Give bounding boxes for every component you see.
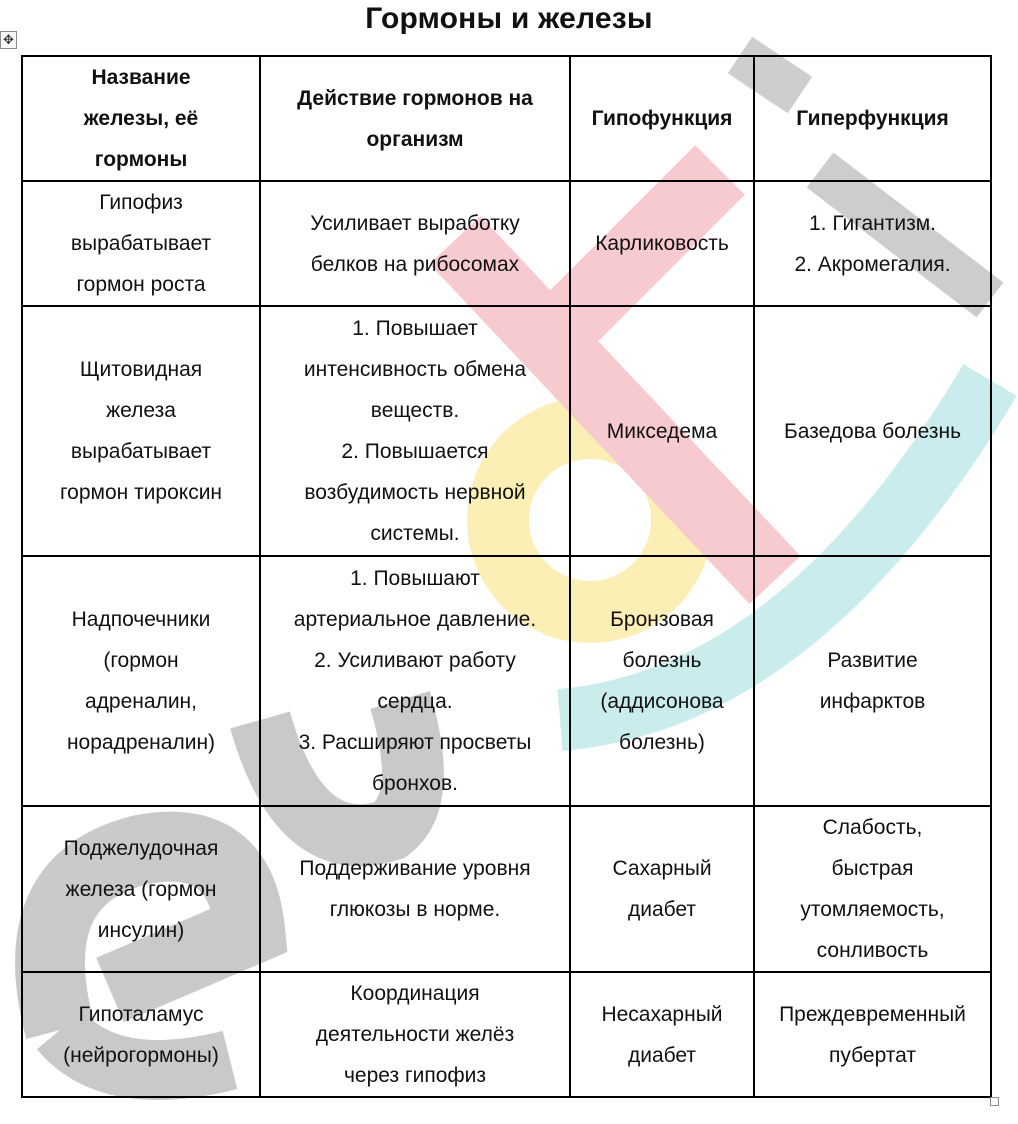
cell-text-line: пубертат — [828, 1043, 916, 1067]
cell-text-line: Базедова болезнь — [783, 419, 962, 443]
cell-text-line: железа — [106, 399, 176, 422]
cell-action — [260, 181, 570, 306]
cell-text-line: Действие гормонов на — [297, 86, 533, 110]
cell-text-line: артериальное давление. — [293, 608, 537, 631]
cell-text-line: 1. Гигантизм. — [809, 211, 936, 235]
header-hypofunction — [570, 56, 754, 181]
cell-text-line: инсулин) — [97, 918, 185, 942]
header-action — [260, 56, 570, 181]
cell-action — [260, 556, 570, 806]
cell-text-line: Несахарный — [601, 1002, 723, 1026]
cell-text-line: 2. Усиливают работу — [314, 649, 516, 672]
cell-gland — [22, 972, 260, 1097]
table-row — [22, 556, 991, 806]
cell-hypofunction — [570, 972, 754, 1097]
cell-text-line: 1. Повышает — [352, 317, 478, 340]
cell-text-line: бронхов. — [372, 772, 458, 795]
cell-text-line: Сахарный — [612, 857, 712, 880]
cell-text-line: Гиперфункция — [796, 107, 949, 130]
cell-text-line: 2. Акромегалия. — [794, 252, 951, 276]
cell-text-line: железы, её — [83, 107, 199, 130]
cell-text-line: сонливость — [816, 939, 929, 962]
cell-text-line: 2. Повышается — [341, 440, 489, 463]
table-header-row — [22, 56, 991, 181]
resize-square-icon[interactable] — [990, 1097, 999, 1106]
cell-text-line: (нейрогормоны) — [63, 1043, 219, 1067]
table-row — [22, 972, 991, 1097]
cell-text-line: организм — [366, 127, 464, 151]
cell-text-line: вырабатывает — [70, 232, 212, 255]
cell-text-line: деятельности желёз — [315, 1023, 515, 1046]
table-row — [22, 181, 991, 306]
cell-text-line: Микседема — [606, 419, 718, 443]
cell-gland — [22, 806, 260, 972]
table-row — [22, 306, 991, 556]
cell-text-line: Усиливает выработку — [310, 211, 520, 235]
cell-text-line: Слабость, — [822, 816, 923, 839]
cell-text-line: 1. Повышают — [350, 567, 480, 590]
cell-text-line: Гипофункция — [591, 107, 733, 130]
cell-text-line: гормоны — [94, 148, 188, 171]
move-arrows-icon[interactable]: ✥ — [0, 31, 17, 49]
cell-hyperfunction — [754, 556, 991, 806]
cell-text-line: болезнь — [622, 649, 702, 672]
cell-text-line: Развитие — [827, 649, 918, 672]
cell-hyperfunction — [754, 181, 991, 306]
cell-text-line: (гормон — [103, 649, 179, 672]
cell-hypofunction — [570, 806, 754, 972]
cell-text-line: гормон тироксин — [59, 481, 223, 504]
cell-hypofunction — [570, 181, 754, 306]
header-hyperfunction — [754, 56, 991, 181]
cell-text-line: интенсивность обмена — [303, 358, 527, 381]
cell-text-line: быстрая — [831, 857, 914, 880]
cell-gland — [22, 556, 260, 806]
cell-hypofunction — [570, 306, 754, 556]
cell-text-line: диабет — [627, 898, 697, 921]
cell-text-line: веществ. — [370, 399, 460, 422]
cell-text-line: Бронзовая — [610, 608, 714, 631]
cell-text-line: Гипоталамус — [78, 1002, 204, 1026]
cell-text-line: Поддерживание уровня — [299, 857, 531, 880]
cell-text-line: диабет — [627, 1043, 697, 1067]
cell-text-line: Поджелудочная — [63, 836, 219, 860]
cell-text-line: сердца. — [377, 690, 453, 713]
cell-action — [260, 972, 570, 1097]
cell-text-line: железа (гормон — [65, 877, 217, 901]
hormones-table — [21, 55, 992, 1098]
cell-text-line: Преждевременный — [779, 1002, 966, 1026]
cell-hyperfunction — [754, 306, 991, 556]
cell-text-line: норадреналин) — [66, 731, 216, 754]
cell-text-line: вырабатывает — [70, 440, 212, 463]
cell-text-line: болезнь) — [619, 731, 705, 754]
cell-text-line: (аддисонова — [600, 690, 724, 713]
cell-gland — [22, 181, 260, 306]
cell-text-line: системы. — [370, 522, 460, 545]
cell-text-line: Название — [91, 66, 191, 89]
cell-action — [260, 306, 570, 556]
table-row — [22, 806, 991, 972]
cell-hyperfunction — [754, 972, 991, 1097]
cell-text-line: через гипофиз — [343, 1064, 487, 1087]
cell-text-line: утомляемость, — [800, 898, 945, 921]
cell-text-line: белков на рибосомах — [310, 252, 520, 276]
cell-action — [260, 806, 570, 972]
cell-text-line: Координация — [350, 982, 480, 1005]
cell-text-line: Гипофиз — [99, 191, 183, 214]
cell-text-line: адреналин, — [85, 690, 197, 713]
header-gland — [22, 56, 260, 181]
cell-text-line: Карликовость — [595, 232, 729, 255]
cell-text-line: глюкозы в норме. — [329, 898, 501, 921]
cell-text-line: инфарктов — [819, 690, 926, 713]
page-title: Гормоны и железы — [365, 2, 653, 35]
cell-text-line: возбудимость нервной — [304, 481, 526, 504]
cell-gland — [22, 306, 260, 556]
cell-text-line: 3. Расширяют просветы — [298, 731, 532, 754]
cell-text-line: гормон роста — [76, 273, 206, 296]
cell-hyperfunction — [754, 806, 991, 972]
cell-text-line: Надпочечники — [71, 608, 211, 631]
cell-text-line: Щитовидная — [79, 358, 203, 381]
cell-hypofunction — [570, 556, 754, 806]
